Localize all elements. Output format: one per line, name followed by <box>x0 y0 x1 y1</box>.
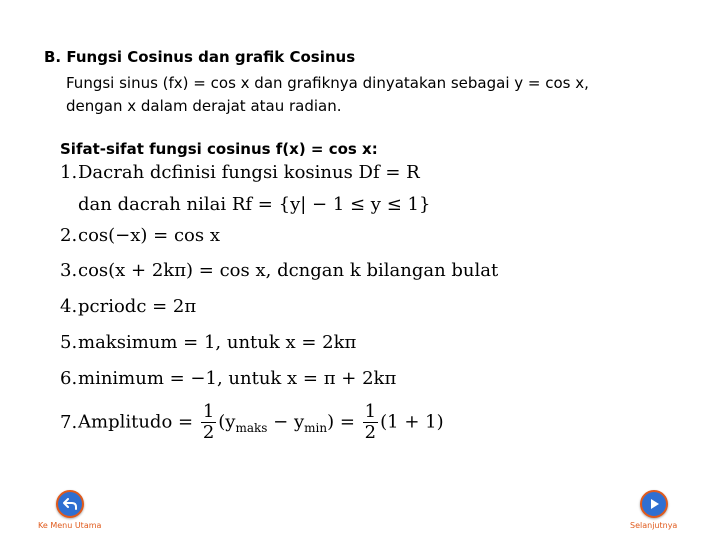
next-button[interactable] <box>630 490 677 530</box>
intro-line-1: Fungsi sinus (fx) = cos x dan grafiknya dinyatakan sebagai y = cos x, <box>66 74 589 92</box>
property-text: maksimum = 1, untuk x = 2kπ <box>78 332 357 353</box>
properties-title: Sifat-sifat fungsi cosinus f(x) = cos x: <box>60 140 378 158</box>
back-to-menu-button[interactable] <box>38 490 101 530</box>
back-to-menu-label[interactable]: Ke Menu Utama <box>38 521 102 530</box>
section-heading: B. Fungsi Cosinus dan grafik Cosinus <box>44 48 356 66</box>
intro-text <box>66 72 666 118</box>
amplitude-label: Amplitudo = <box>78 411 194 433</box>
property-2 <box>60 225 220 246</box>
property-number: 7. <box>60 411 78 433</box>
property-7: 7.Amplitudo = $\frac{1}{2}$ $(y_{maks} - y_{min})$ = $\frac{1}{2}$ (1 + 1) <box>60 401 444 443</box>
property-6 <box>60 368 396 389</box>
next-label[interactable]: Selanjutnya <box>630 521 678 530</box>
fraction-one-half-2: $\frac{1}{2}$ <box>364 401 377 443</box>
property-text: pcriodc = 2π <box>78 296 197 317</box>
property-number: 6. <box>60 368 78 389</box>
property-number: 2. <box>60 225 78 246</box>
intro-line-2: dengan x dalam derajat atau radian. <box>66 97 342 115</box>
property-number: 5. <box>60 332 78 353</box>
property-1b: dan dacrah nilai Rf = {y| − 1 ≤ y ≤ 1} <box>78 194 431 215</box>
property-1a <box>60 162 420 183</box>
play-arrow-icon[interactable] <box>640 490 668 518</box>
property-text: cos(−x) = cos x <box>78 225 220 246</box>
property-3 <box>60 260 498 281</box>
back-arrow-icon[interactable] <box>56 490 84 518</box>
property-text: minimum = −1, untuk x = π + 2kπ <box>78 368 397 389</box>
property-4 <box>60 296 196 317</box>
property-number: 4. <box>60 296 78 317</box>
property-number: 1. <box>60 162 78 183</box>
property-text: Dacrah dcfinisi fungsi kosinus Df = R <box>78 162 420 183</box>
property-5 <box>60 332 356 353</box>
fraction-one-half: $\frac{1}{2}$ <box>202 401 215 443</box>
property-number: 3. <box>60 260 78 281</box>
property-text: cos(x + 2kπ) = cos x, dcngan k bilangan bulat <box>78 260 499 281</box>
